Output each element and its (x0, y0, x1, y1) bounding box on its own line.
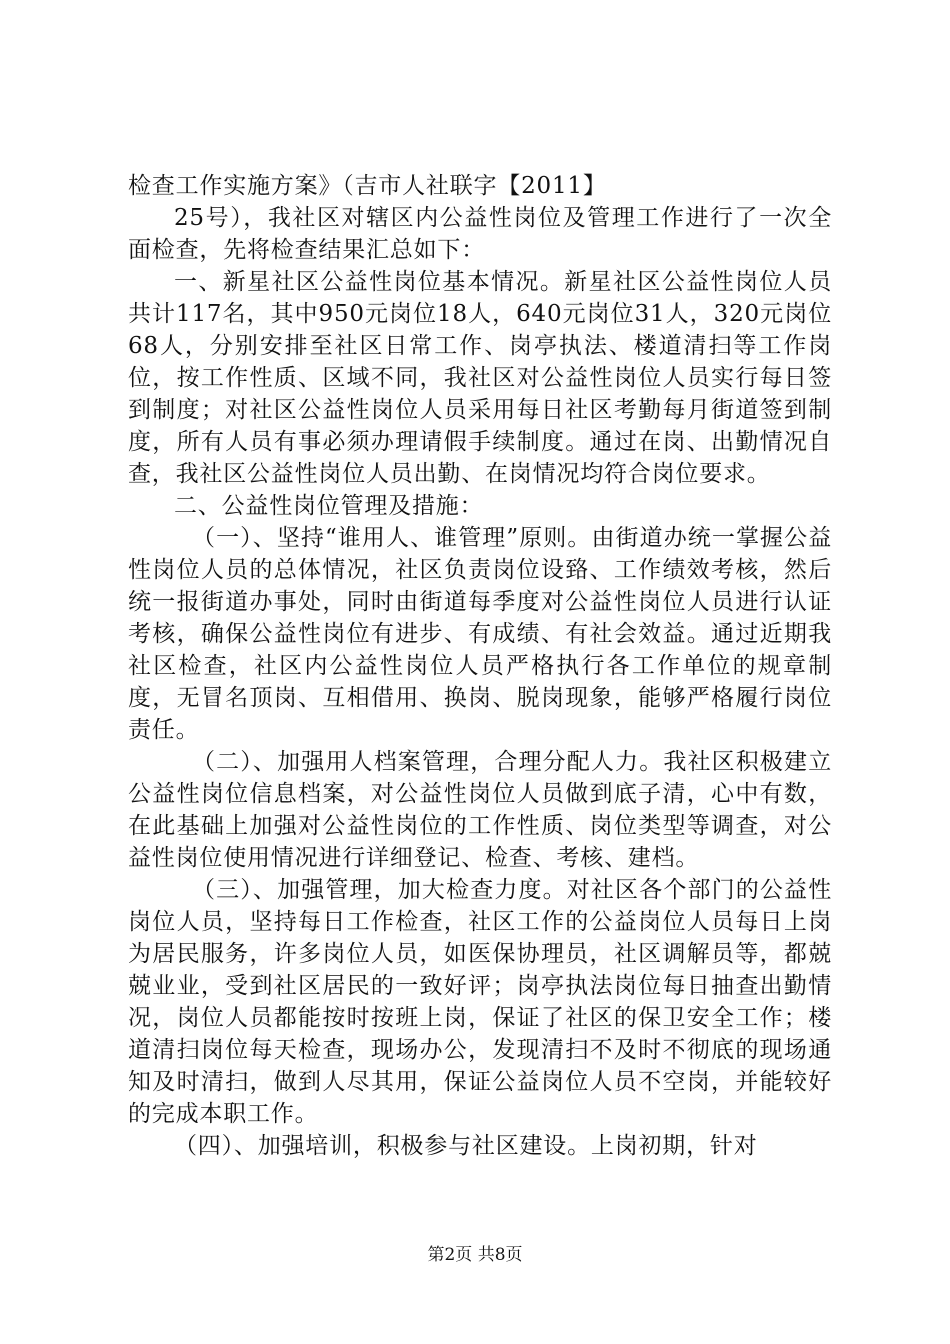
paragraph-item-3: （三）、加强管理，加大检查力度。对社区各个部门的公益性岗位人员，坚持每日工作检查，社区工作的公益岗位人员每日上岗为居民服务，许多岗位人员，如医保协理员，社区调解员等，都兢兢业业，受到社区居民的一致好评；岗亭执法岗位每日抽查出勤情况，岗位人员都能按时按班上岗，保证了社区的保卫安全工作；楼道清扫岗位每天检查，现场办公，发现清扫不及时不彻底的现场通知及时清扫，做到人尽其用，保证公益岗位人员不空岗，并能较好的完成本职工作。 (128, 877, 832, 1127)
paragraph-item-4: （四）、加强培训，积极参与社区建设。上岗初期，针对 (174, 1133, 758, 1159)
paragraph-section-2-heading: 二、公益性岗位管理及措施： (174, 493, 484, 519)
document-body (128, 170, 832, 1162)
paragraph-intro: 25号），我社区对辖区内公益性岗位及管理工作进行了一次全面检查，先将检查结果汇总如下： (128, 205, 832, 263)
page-number-footer: 第2页 共8页 (427, 1245, 523, 1265)
paragraph-section-1: 一、新星社区公益性岗位基本情况。新星社区公益性岗位人员共计117名，其中950元岗位18人，640元岗位31人，320元岗位68人，分别安排至社区日常工作、岗亭执法、楼道清扫等工作岗位，按工作性质、区域不同，我社区对公益性岗位人员实行每日签到制度；对社区公益性岗位人员采用每日社区考勤每月街道签到制度，所有人员有事必须办理请假手续制度。通过在岗、出勤情况自查，我社区公益性岗位人员出勤、在岗情况均符合岗位要求。 (128, 269, 832, 487)
paragraph-item-2: （二）、加强用人档案管理，合理分配人力。我社区积极建立公益性岗位信息档案，对公益性岗位人员做到底子清，心中有数，在此基础上加强对公益性岗位的工作性质、岗位类型等调查，对公益性岗位使用情况进行详细登记、检查、考核、建档。 (128, 749, 832, 871)
paragraph-continuation: 检查工作实施方案》（吉市人社联字【2011】 (128, 173, 607, 199)
paragraph-item-1: （一）、坚持“谁用人、谁管理”原则。由街道办统一掌握公益性岗位人员的总体情况，社区负责岗位设臵、工作绩效考核，然后统一报街道办事处，同时由街道每季度对公益性岗位人员进行认证考核，确保公益性岗位有进步、有成绩、有社会效益。通过近期我社区检查，社区内公益性岗位人员严格执行各工作单位的规章制度，无冒名顶岗、互相借用、换岗、脱岗现象，能够严格履行岗位责任。 (128, 525, 832, 743)
